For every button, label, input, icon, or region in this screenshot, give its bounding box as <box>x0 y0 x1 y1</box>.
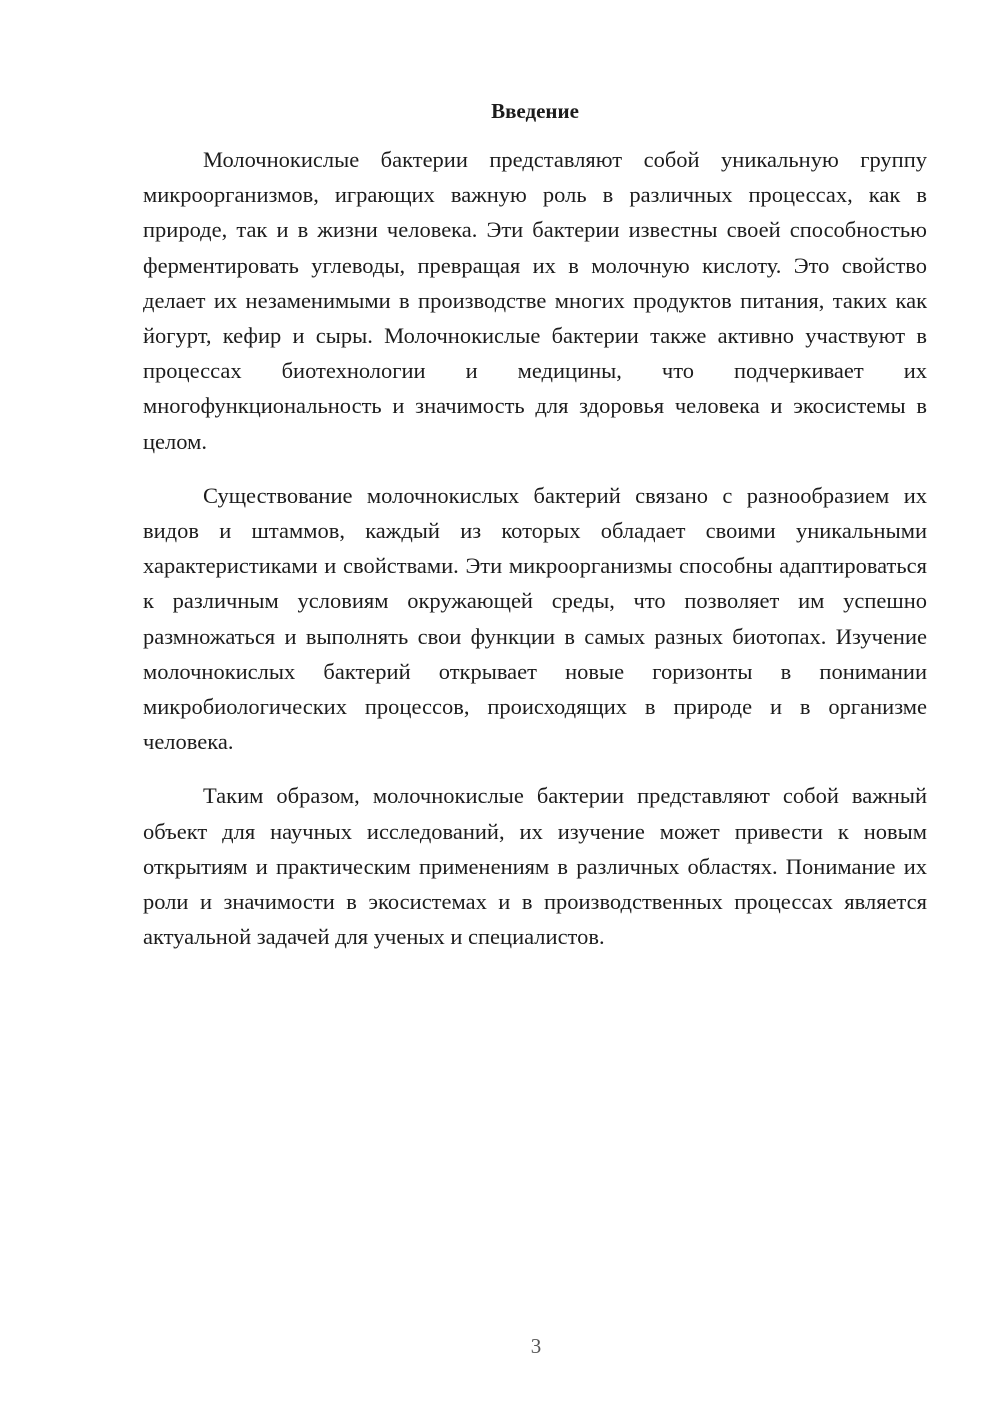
paragraph-3: Таким образом, молочнокислые бактерии представляют собой важный объект для научных исследований, их изучение может привести к новым открытиям и практическим применениям в различных областях. Понимание их роли и значимости в экосистемах и в производственных процессах является актуальной задачей для ученых и специалистов. <box>143 783 927 950</box>
section-title: Введение <box>491 99 579 123</box>
paragraph-1: Молочнокислые бактерии представляют собой уникальную группу микроорганизмов, играющих важную роль в различных процессах, как в природе, так и в жизни человека. Эти бактерии известны своей способностью ферментировать углеводы, превращая их в молочную кислоту. Это свойство делает их незаменимыми в производстве многих продуктов питания, таких как йогурт, кефир и сыры. Молочнокислые бактерии также активно участвуют в процессах биотехнологии и медицины, что подчеркивает их многофункциональность и значимость для здоровья человека и экосистемы в целом. <box>143 147 927 454</box>
body-text <box>143 142 927 973</box>
paragraph-2: Существование молочнокислых бактерий связано с разнообразием их видов и штаммов, каждый из которых обладает своими уникальными характеристиками и свойствами. Эти микроорганизмы способны адаптироваться к различным условиям окружающей среды, что позволяет им успешно размножаться и выполнять свои функции в самых разных биотопах. Изучение молочнокислых бактерий открывает новые горизонты в понимании микробиологических процессов, происходящих в природе и в организме человека. <box>143 482 927 755</box>
page-number: 3 <box>530 1334 542 1358</box>
